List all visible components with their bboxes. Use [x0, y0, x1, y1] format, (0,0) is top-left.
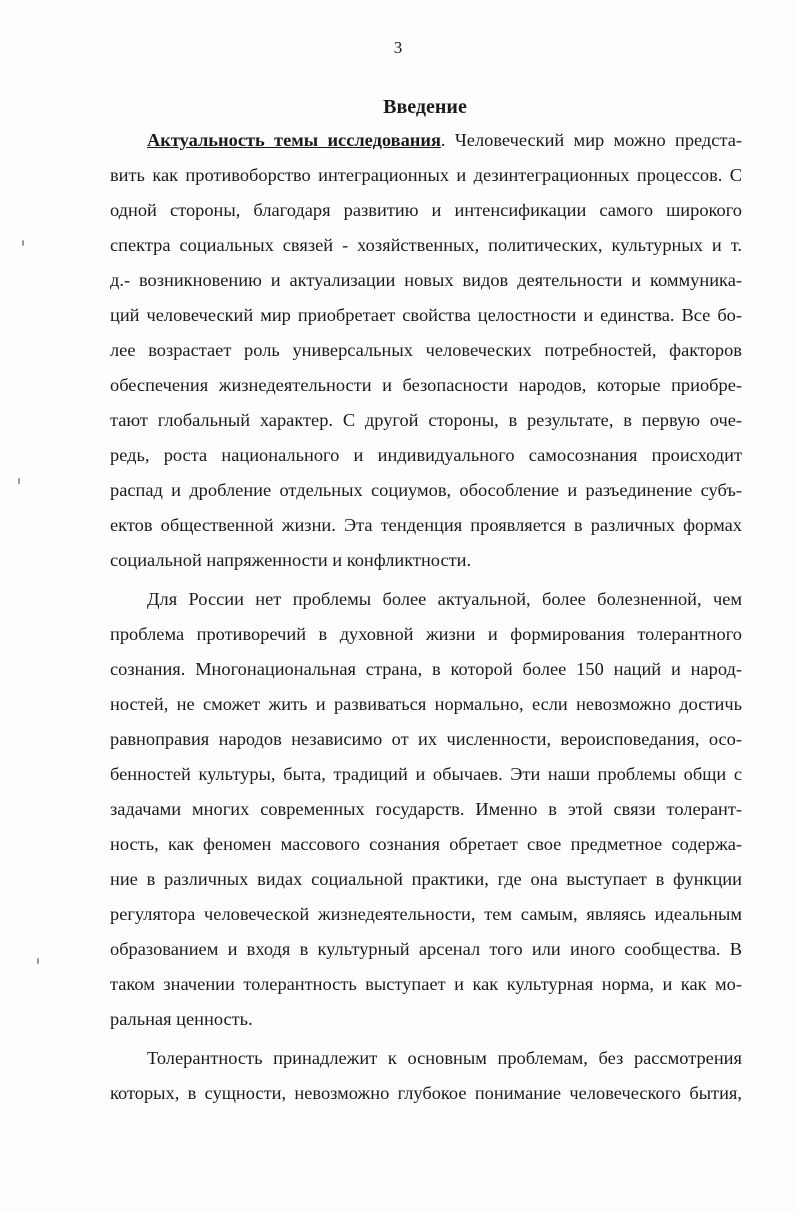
- paragraph-line: тают глобальный характер. С другой стороны, в результате, в первую оче-: [110, 410, 742, 430]
- paragraph-line: проблема противоречий в духовной жизни и формирования толерантного: [110, 624, 742, 644]
- paragraph-line: спектра социальных связей - хозяйственных, политических, культурных и т.: [110, 235, 742, 255]
- paragraph-line: которых, в сущности, невозможно глубокое понимание человеческого бытия,: [110, 1083, 742, 1103]
- page-number: 3: [393, 38, 403, 57]
- scan-speck: [22, 240, 24, 246]
- paragraph-line: ций человеческий мир приобретает свойства целостности и единства. Все бо-: [110, 305, 742, 325]
- paragraph-line: обеспечения жизнедеятельности и безопасности народов, которые приобре-: [110, 375, 742, 395]
- paragraph-line: регулятора человеческой жизнедеятельности, тем самым, являясь идеальным: [110, 904, 742, 924]
- paragraph-line: ектов общественной жизни. Эта тенденция проявляется в различных формах: [110, 515, 742, 535]
- paragraph-line: редь, роста национального и индивидуального самосознания происходит: [110, 445, 742, 465]
- page-title: Введение: [383, 96, 467, 118]
- paragraph-line: равноправия народов независимо от их численности, вероисповедания, осо-: [110, 729, 742, 749]
- paragraph-line: таком значении толерантность выступает и как культурная норма, и как мо-: [110, 974, 742, 994]
- scan-speck: [37, 958, 39, 964]
- paragraph-line: Для России нет проблемы более актуальной, более болезненной, чем: [147, 589, 742, 609]
- paragraph-line: [147, 128, 742, 152]
- paragraph-line: вить как противоборство интеграционных и дезинтеграционных процессов. С: [110, 165, 742, 185]
- paragraph-line: социальной напряженности и конфликтности.: [110, 550, 472, 570]
- paragraph-line: распад и дробление отдельных социумов, обособление и разъединение субъ-: [110, 480, 742, 500]
- paragraph-line: задачами многих современных государств. Именно в этой связи толерант-: [110, 799, 742, 819]
- paragraph-line: ральная ценность.: [110, 1009, 253, 1029]
- paragraph-line: ность, как феномен массового сознания обретает свое предметное содержа-: [110, 834, 742, 854]
- paragraph-line-text: . Человеческий мир можно предста-: [440, 130, 743, 150]
- paragraph-line: сознания. Многонациональная страна, в которой более 150 наций и народ-: [110, 659, 742, 679]
- paragraph-line: Толерантность принадлежит к основным проблемам, без рассмотрения: [147, 1048, 742, 1068]
- scan-speck: [18, 478, 20, 484]
- paragraph-line: бенностей культуры, быта, традиций и обычаев. Эти наши проблемы общи с: [110, 764, 742, 784]
- paragraph-line: ние в различных видах социальной практики, где она выступает в функции: [110, 869, 742, 889]
- paragraph-line: д.- возникновению и актуализации новых видов деятельности и коммуника-: [110, 270, 742, 290]
- section-label: Актуальность темы исследования: [147, 130, 441, 150]
- paragraph-line: ностей, не сможет жить и развиваться нормально, если невозможно достичь: [110, 694, 742, 714]
- paragraph-line: образованием и входя в культурный арсенал того или иного сообщества. В: [110, 939, 742, 959]
- paragraph-line: одной стороны, благодаря развитию и интенсификации самого широкого: [110, 200, 742, 220]
- paragraph-line: лее возрастает роль универсальных человеческих потребностей, факторов: [110, 340, 742, 360]
